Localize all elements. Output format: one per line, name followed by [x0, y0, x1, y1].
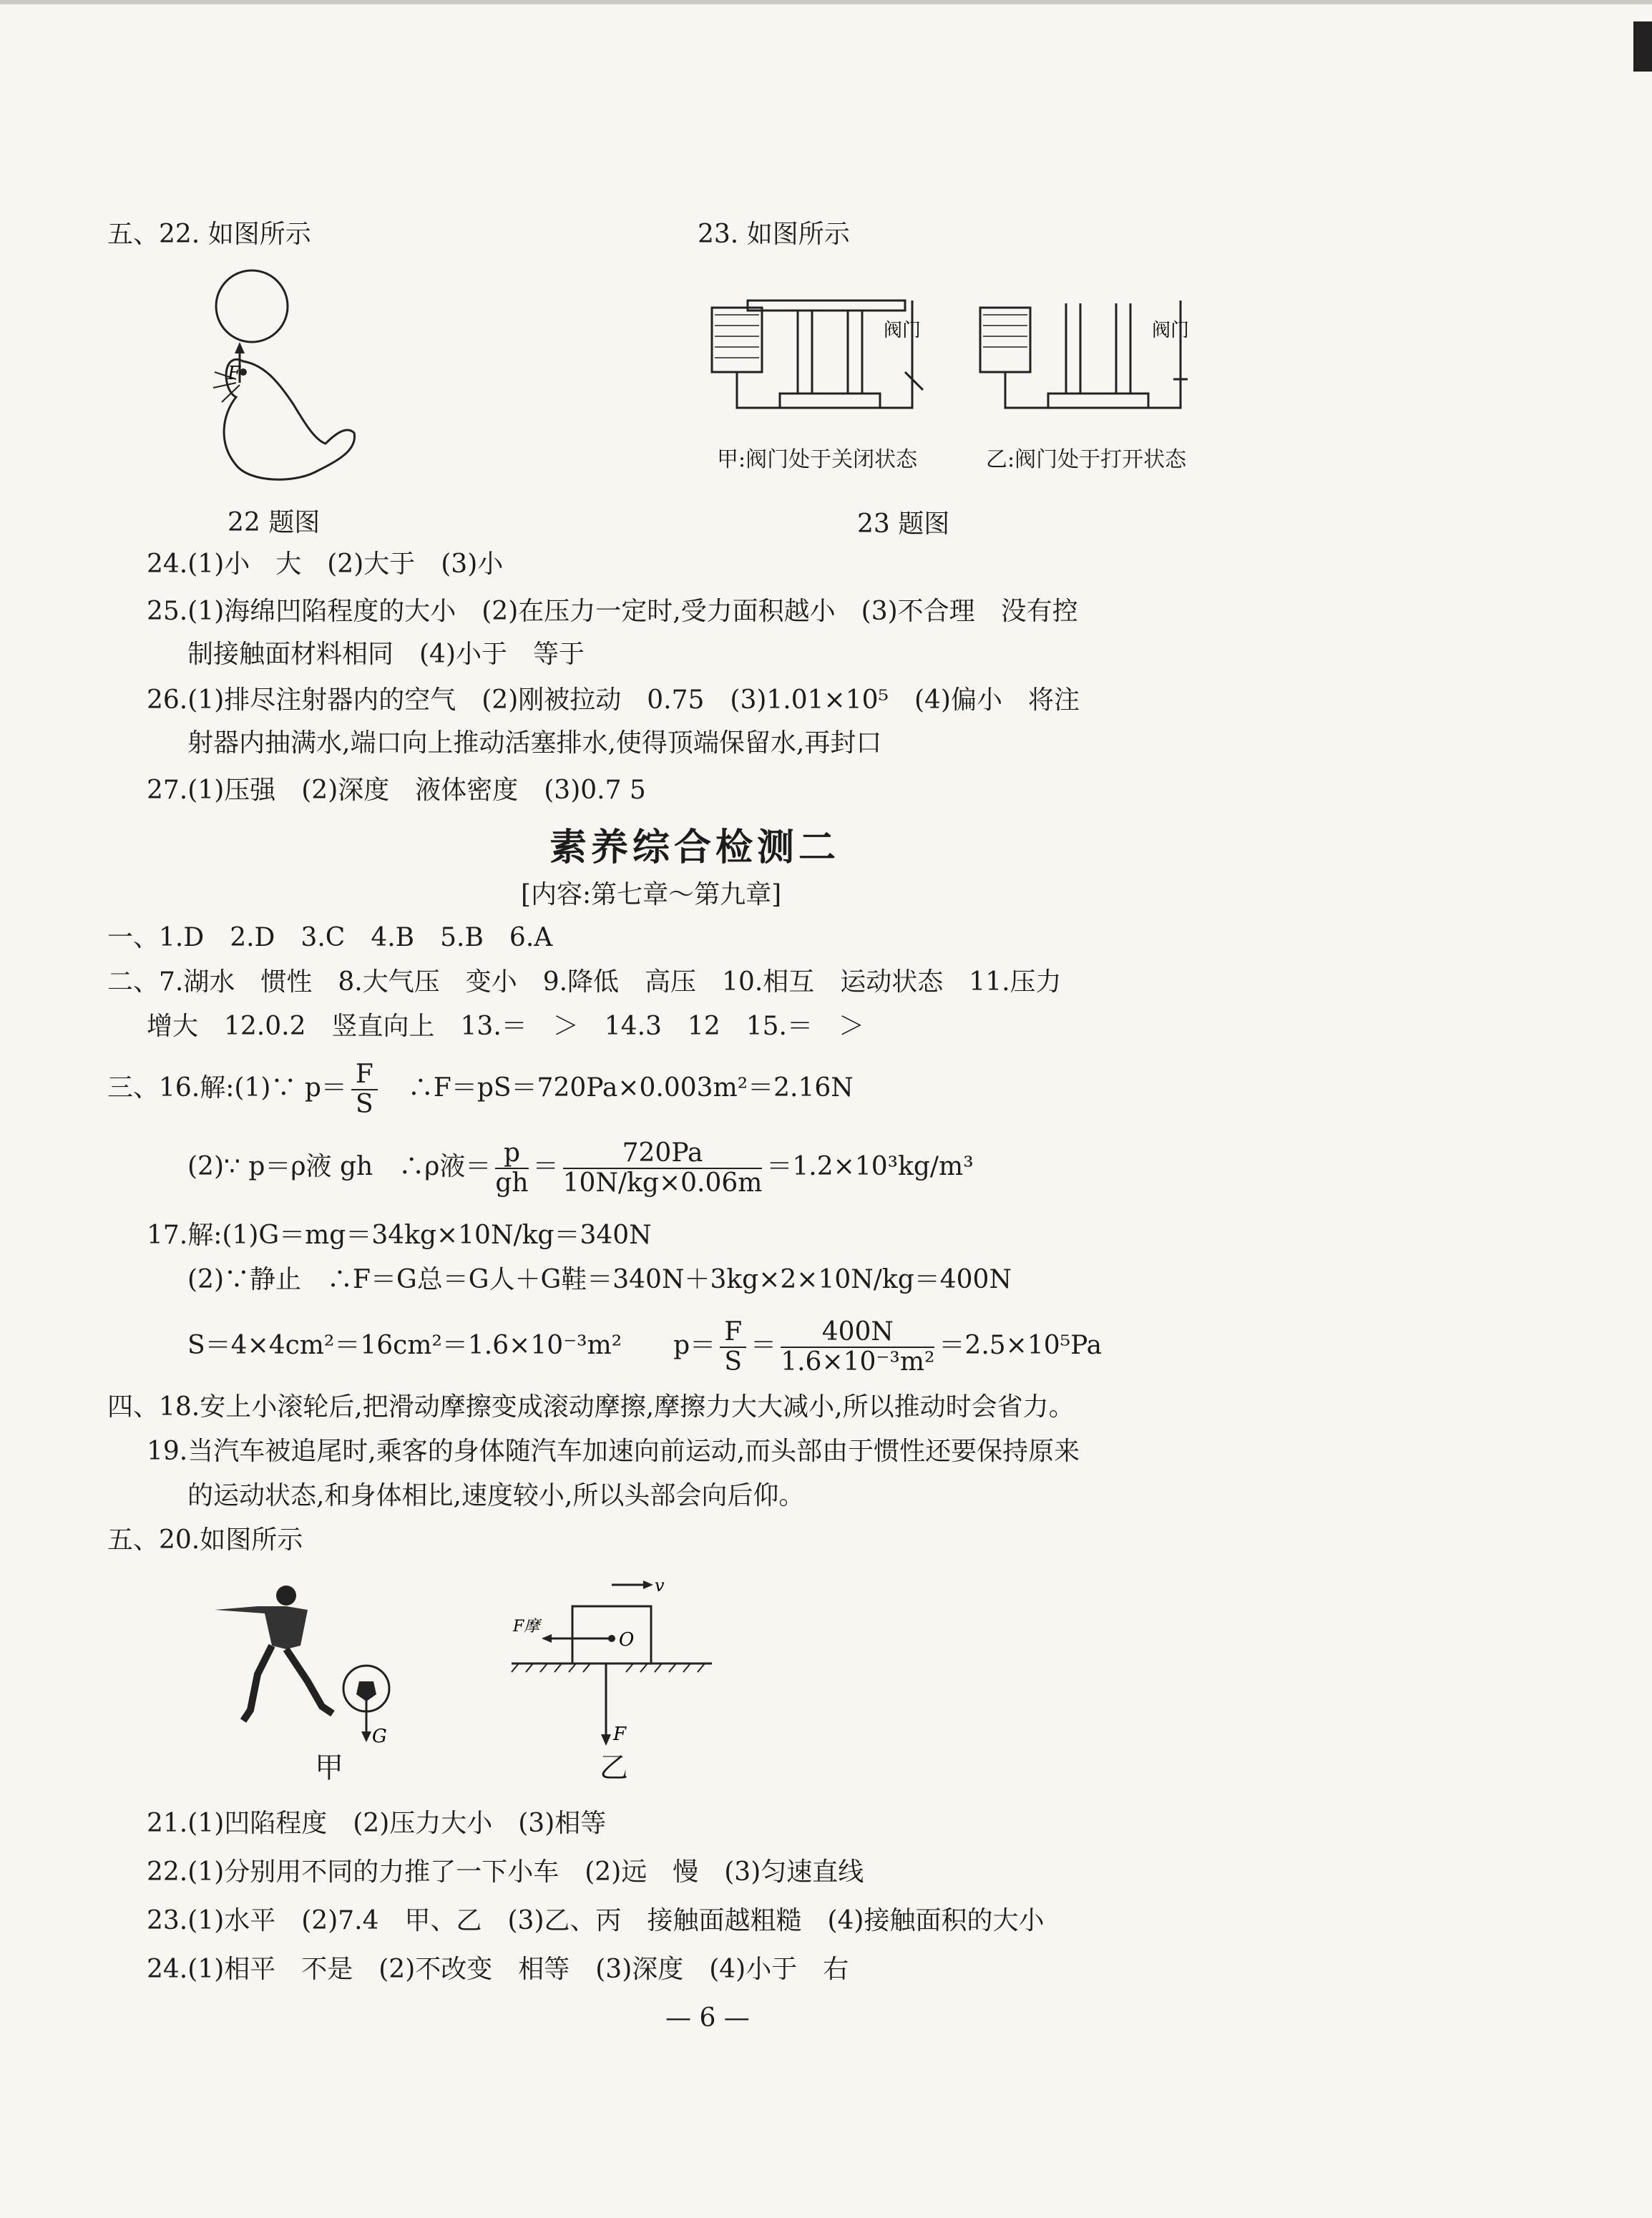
q18-answer: 四、18.安上小滚轮后,把滑动摩擦变成滚动摩擦,摩擦力大大减小,所以推动时会省力。	[107, 1392, 1075, 1422]
q17-line1: 17.解:(1)G＝mg＝34kg×10N/kg＝340N	[147, 1221, 652, 1250]
fig20-f-label: F	[613, 1724, 627, 1745]
section-subtitle: [内容:第七章～第九章]	[521, 880, 782, 909]
fig23-vessels-drawing	[705, 293, 1220, 444]
seal-body	[224, 359, 354, 479]
fig20-g-label: G	[372, 1726, 387, 1747]
q16-line1-lead: 三、16.解:(1)∵ p＝	[107, 1073, 347, 1103]
player-legs	[243, 1646, 333, 1721]
q17-line3-lead: S＝4×4cm²＝16cm²＝1.6×10⁻³m² p＝	[187, 1331, 716, 1360]
fig22-heading: 五、22. 如图所示	[107, 220, 311, 249]
q19-line2: 的运动状态,和身体相比,速度较小,所以头部会向后仰。	[187, 1481, 805, 1510]
q23-answer: 23.(1)水平 (2)7.4 甲、乙 (3)乙、丙 接触面越粗糙 (4)接触面积的大小	[147, 1906, 1045, 1935]
q16-fraction-values: $\frac{720Pa}{10N/kg\times 0.06m}$	[562, 1138, 763, 1198]
answer-27: 27.(1)压强 (2)深度 液体密度 (3)0.7 5	[147, 776, 646, 805]
player-torso	[215, 1606, 308, 1649]
balloon-shape	[216, 270, 288, 342]
edge-mark	[1633, 21, 1652, 72]
q17-line3: S＝4×4cm²＝16cm²＝1.6×10⁻³m² p＝ $\frac{F}{S}$ ＝ $\frac{400N}{\text{1.6×10⁻³m²}}$ ＝2.5×10⁵Pa	[187, 1317, 1103, 1377]
answer-26-line2: 射器内抽满水,端口向上推动活塞排水,使得顶端保留水,再封口	[187, 728, 882, 758]
q17-line3-result: ＝2.5×10⁵Pa	[939, 1331, 1103, 1360]
answer-25-line2: 制接触面材料相同 (4)小于 等于	[187, 640, 585, 669]
player-head	[276, 1586, 296, 1606]
answer-26-line1: 26.(1)排尽注射器内的空气 (2)刚被拉动 0.75 (3)1.01×10⁵ (4)偏小 将注	[147, 685, 1080, 715]
top-edge-line	[0, 0, 1652, 4]
force-arrowhead	[235, 342, 245, 353]
fig22-force-label: F	[228, 363, 241, 384]
fig23-right-valve-text: 阀门	[1152, 320, 1190, 341]
q16-line1	[107, 1060, 854, 1119]
q17-fraction-values: $\frac{400N}{\text{1.6×10⁻³m²}}$	[781, 1317, 935, 1377]
part2-line1: 二、7.湖水 惯性 8.大气压 变小 9.降低 高压 10.相互 运动状态 11.压力	[107, 967, 1062, 997]
fig23-caption: 23 题图	[857, 509, 950, 539]
q21-answer: 21.(1)凹陷程度 (2)压力大小 (3)相等	[147, 1809, 607, 1838]
fig23-left-label: 甲:阀门处于关闭状态	[717, 447, 918, 472]
q17-fraction-f-over-s: $\frac{F}{S}$	[720, 1318, 746, 1377]
q16-line2-result: ＝1.2×10³kg/m³	[766, 1152, 974, 1181]
fig20-o-label: O	[619, 1629, 635, 1651]
fig22-caption: 22 题图	[228, 508, 321, 537]
fig20-v-label: v	[655, 1575, 665, 1596]
q19-line1: 19.当汽车被追尾时,乘客的身体随汽车加速向前运动,而头部由于惯性还要保持原来	[147, 1437, 1080, 1466]
fig20-friction-label: F摩	[513, 1618, 540, 1636]
part2-line2: 增大 12.0.2 竖直向上 13.＝ ＞ 14.3 12 15.＝ ＞	[147, 1012, 864, 1041]
section-title: 素养综合检测二	[549, 826, 841, 869]
q16-fraction-f-over-s: $\frac{F}{S}$	[351, 1060, 378, 1119]
fig20-left-label: 甲	[315, 1752, 343, 1784]
ground-hatching	[512, 1664, 705, 1672]
fig23-right-label: 乙:阀门处于打开状态	[986, 447, 1187, 472]
q17-line2: (2)∵静止 ∴F＝G总＝G人＋G鞋＝340N＋3kg×2×10N/kg＝400N	[187, 1265, 1012, 1294]
q24-answer: 24.(1)相平 不是 (2)不改变 相等 (3)深度 (4)小于 右	[147, 1955, 849, 1984]
q16-line2-lead: (2)∵ p＝ρ液 gh ∴ρ液＝	[187, 1152, 492, 1181]
page-number: — 6 —	[665, 2003, 750, 2033]
fig20-right-label: 乙	[600, 1752, 628, 1784]
fig22-seal-drawing	[193, 265, 365, 494]
part1-answers: 一、1.D 2.D 3.C 4.B 5.B 6.A	[107, 923, 553, 952]
q16-fraction-p-over-gh: $\frac{p}{gh}$	[495, 1138, 529, 1198]
answer-24: 24.(1)小 大 (2)大于 (3)小	[147, 549, 504, 579]
fig23-heading: 23. 如图所示	[698, 220, 850, 249]
q16-line2: (2)∵ p＝ρ液 gh ∴ρ液＝ $\frac{p}{gh}$ ＝ $\frac{720Pa}{10N/kg\times 0.06m}$ ＝1.2×10³kg/m³	[187, 1138, 974, 1198]
part5-heading: 五、20.如图所示	[107, 1525, 303, 1555]
answer-25-line1: 25.(1)海绵凹陷程度的大小 (2)在压力一定时,受力面积越小 (3)不合理 没有控	[147, 597, 1078, 626]
q16-line1-result: ∴F＝pS＝720Pa×0.003m²＝2.16N	[407, 1073, 854, 1103]
fig23-right-vessel	[980, 301, 1189, 408]
fig23-left-valve-text: 阀门	[884, 320, 922, 341]
fig23-left-vessel	[712, 301, 923, 408]
force-point	[240, 368, 247, 376]
fig20-left-drawing	[207, 1581, 422, 1753]
fig20-right-drawing	[504, 1574, 719, 1767]
q22-answer: 22.(1)分别用不同的力推了一下小车 (2)远 慢 (3)匀速直线	[147, 1857, 864, 1887]
